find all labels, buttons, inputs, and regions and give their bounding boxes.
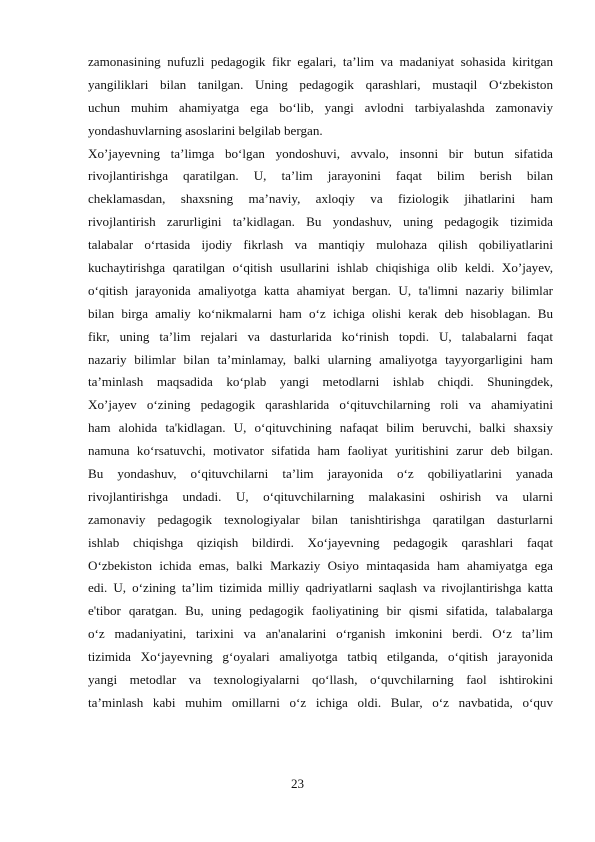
text-line: yangi metodlar va texnologiyalarni qo‘llash, o‘quvchilarning faol ishtirokini: [88, 672, 553, 688]
text-line: rivojlantirish zarurligini ta’kidlagan. Bu yondashuv, uning pedagogik tizimida: [88, 214, 553, 230]
text-line: kuchaytirishga qaratilgan o‘qitish usullarini ishlab chiqishiga olib keldi. Xo’jayev,: [88, 260, 553, 276]
text-line: cheklamasdan, shaxsning ma’naviy, axloqiy va fiziologik jihatlarini ham: [88, 191, 553, 207]
text-line: Xo’jayev o‘zining pedagogik qarashlarida o‘qituvchilarning roli va ahamiyatini: [88, 397, 553, 413]
text-line: ham alohida ta'kidlagan. U, o‘qituvchining nafaqat bilim beruvchi, balki shaxsiy: [88, 420, 553, 436]
text-line: Xo’jayevning ta’limga bo‘lgan yondoshuvi, avvalo, insonni bir butun sifatida: [88, 145, 553, 161]
text-line: uchun muhim ahamiyatga ega bo‘lib, yangi avlodni tarbiyalashda zamonaviy: [88, 99, 553, 115]
text-line: bilan birga amaliy ko‘nikmalarni ham o‘z ichiga olishi kerak deb hisoblagan. Bu: [88, 305, 553, 321]
text-line: o‘z madaniyatini, tarixini va an'analarini o‘rganish imkonini berdi. O‘z ta’lim: [88, 626, 553, 642]
text-line: yondashuvlarning asoslarini belgilab bergan.: [88, 122, 323, 138]
text-line: edi. U, o‘zining ta’lim tizimida milliy qadriyatlarni saqlash va rivojlantirishga katta: [88, 580, 553, 596]
text-line: Bu yondashuv, o‘qituvchilarni ta’lim jarayonida o‘z qobiliyatlarini yanada: [88, 466, 553, 482]
text-line: o‘qitish jarayonida amaliyotga katta ahamiyat bergan. U, ta'limni nazariy bilimlar: [88, 282, 553, 298]
text-line: fikr, uning ta’lim rejalari va dasturlarida ko‘rinish topdi. U, talabalarni faqat: [88, 328, 553, 344]
text-line: e'tibor qaratgan. Bu, uning pedagogik faoliyatining bir qismi sifatida, talabalarga: [88, 603, 553, 619]
text-line: zamonasining nufuzli pedagogik fikr egalari, ta’lim va madaniyat sohasida kiritgan: [88, 54, 553, 69]
text-line: ta’minlash kabi muhim omillarni o‘z ichiga oldi. Bular, o‘z navbatida, o‘quv: [88, 694, 553, 710]
text-line: ishlab chiqishga qiziqish bildirdi. Xo‘jayevning pedagogik qarashlari faqat: [88, 534, 553, 550]
text-line: nazariy bilimlar bilan ta’minlamay, balki ularning amaliyotga tayyorgarligini ham: [88, 351, 553, 367]
text-line: talabalar o‘rtasida ijodiy fikrlash va mantiqiy mulohaza qilish qobiliyatlarini: [88, 237, 553, 253]
text-line: yangiliklari bilan tanilgan. Uning pedagogik qarashlari, mustaqil O‘zbekiston: [88, 76, 553, 92]
text-line: namuna ko‘rsatuvchi, motivator sifatida ham faoliyat yuritishini zarur deb bilgan.: [88, 443, 553, 459]
text-line: tizimida Xo‘jayevning g‘oyalari amaliyotga tatbiq etilganda, o‘qitish jarayonida: [88, 649, 553, 665]
text-line: ta’minlash maqsadida ko‘plab yangi metodlarni ishlab chiqdi. Shuningdek,: [88, 374, 553, 390]
text-line: zamonaviy pedagogik texnologiyalar bilan tanishtirishga qaratilgan dasturlarni: [88, 511, 553, 527]
text-line: O‘zbekiston ichida emas, balki Markaziy Osiyo mintaqasida ham ahamiyatga ega: [88, 557, 553, 573]
page-number: 23: [290, 776, 305, 791]
document-body: [88, 51, 553, 715]
text-line: rivojlantirishga undadi. U, o‘qituvchilarning malakasini oshirish va ularni: [88, 488, 553, 504]
text-line: rivojlantirishga qaratilgan. U, ta’lim jarayonini faqat bilim berish bilan: [88, 168, 553, 184]
